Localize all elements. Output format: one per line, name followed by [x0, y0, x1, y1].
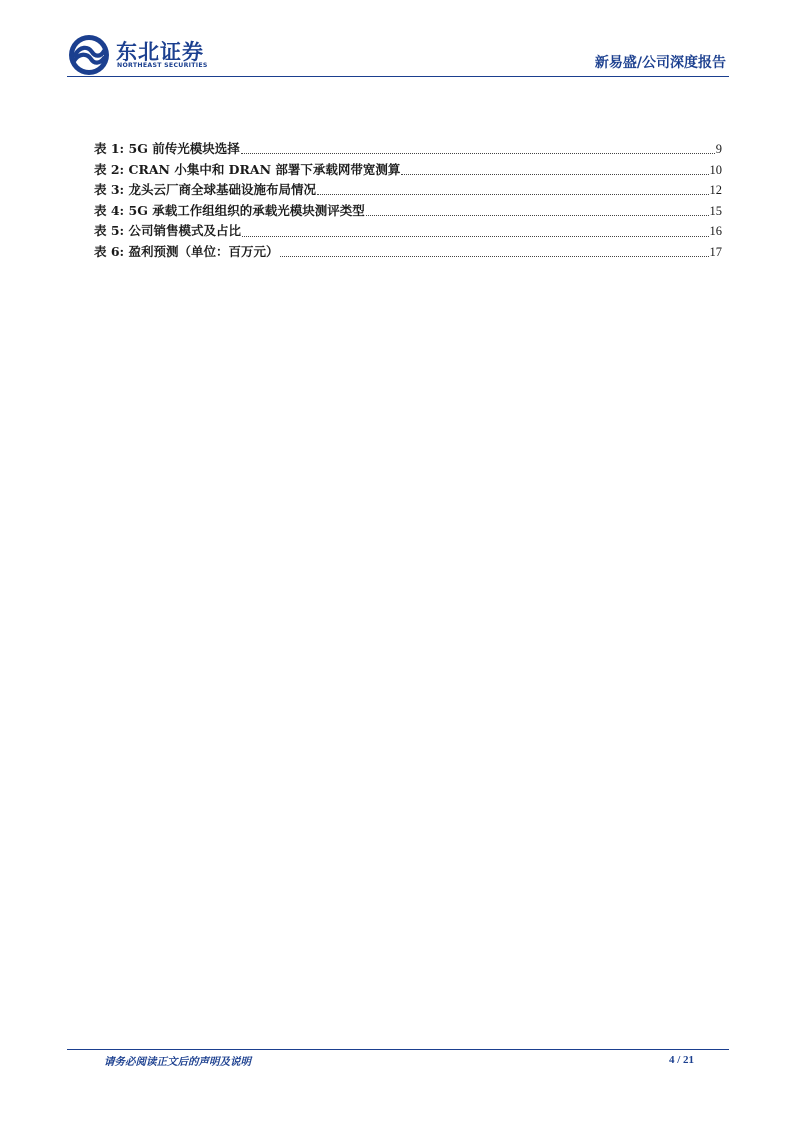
toc-entry-page: 15 [709, 203, 722, 218]
toc-entry-page: 17 [709, 244, 722, 259]
toc-leader-dots [241, 143, 715, 155]
company-logo [68, 34, 248, 76]
toc-entry-label: 表 6: 盈利预测（单位：百万元） [94, 243, 279, 259]
header-divider [67, 76, 729, 77]
toc-entry[interactable] [94, 221, 722, 242]
toc-entry-page: 10 [709, 162, 722, 177]
footer-divider [67, 1049, 729, 1050]
toc-leader-dots [366, 205, 709, 217]
logo-english-name: NORTHEAST SECURITIES [117, 62, 208, 69]
toc-entry-label: 表 1: 5G 前传光模块选择 [94, 141, 240, 156]
report-title: 新易盛/公司深度报告 [594, 55, 726, 71]
logo-chinese-name: 东北证券 [116, 40, 204, 64]
toc-leader-dots [280, 246, 709, 258]
toc-entry-label: 表 2: CRAN 小集中和 DRAN 部署下承载网带宽测算 [94, 161, 401, 177]
northeast-securities-logo-icon [68, 34, 110, 76]
toc-entry[interactable] [94, 201, 722, 222]
toc-entry[interactable] [94, 160, 722, 181]
footer-page-number: 4 / 21 [668, 1054, 694, 1066]
toc-leader-dots [242, 226, 708, 238]
toc-leader-dots [317, 184, 708, 196]
toc-entry-page: 12 [709, 183, 722, 198]
toc-entry[interactable] [94, 139, 722, 160]
toc-entry[interactable] [94, 242, 722, 263]
toc-entry-label: 表 4: 5G 承载工作组组织的承载光模块测评类型 [94, 202, 365, 218]
toc-entry-label: 表 3: 龙头云厂商全球基础设施布局情况 [94, 182, 317, 198]
toc-entry-page: 16 [709, 224, 722, 239]
toc-entry-page: 9 [715, 142, 722, 156]
toc-entry-label: 表 5: 公司销售模式及占比 [94, 223, 242, 239]
table-of-tables [94, 139, 722, 263]
toc-entry[interactable] [94, 180, 722, 201]
footer-disclaimer: 请务必阅读正文后的声明及说明 [104, 1056, 251, 1068]
toc-leader-dots [401, 164, 708, 176]
page-header [0, 0, 793, 80]
